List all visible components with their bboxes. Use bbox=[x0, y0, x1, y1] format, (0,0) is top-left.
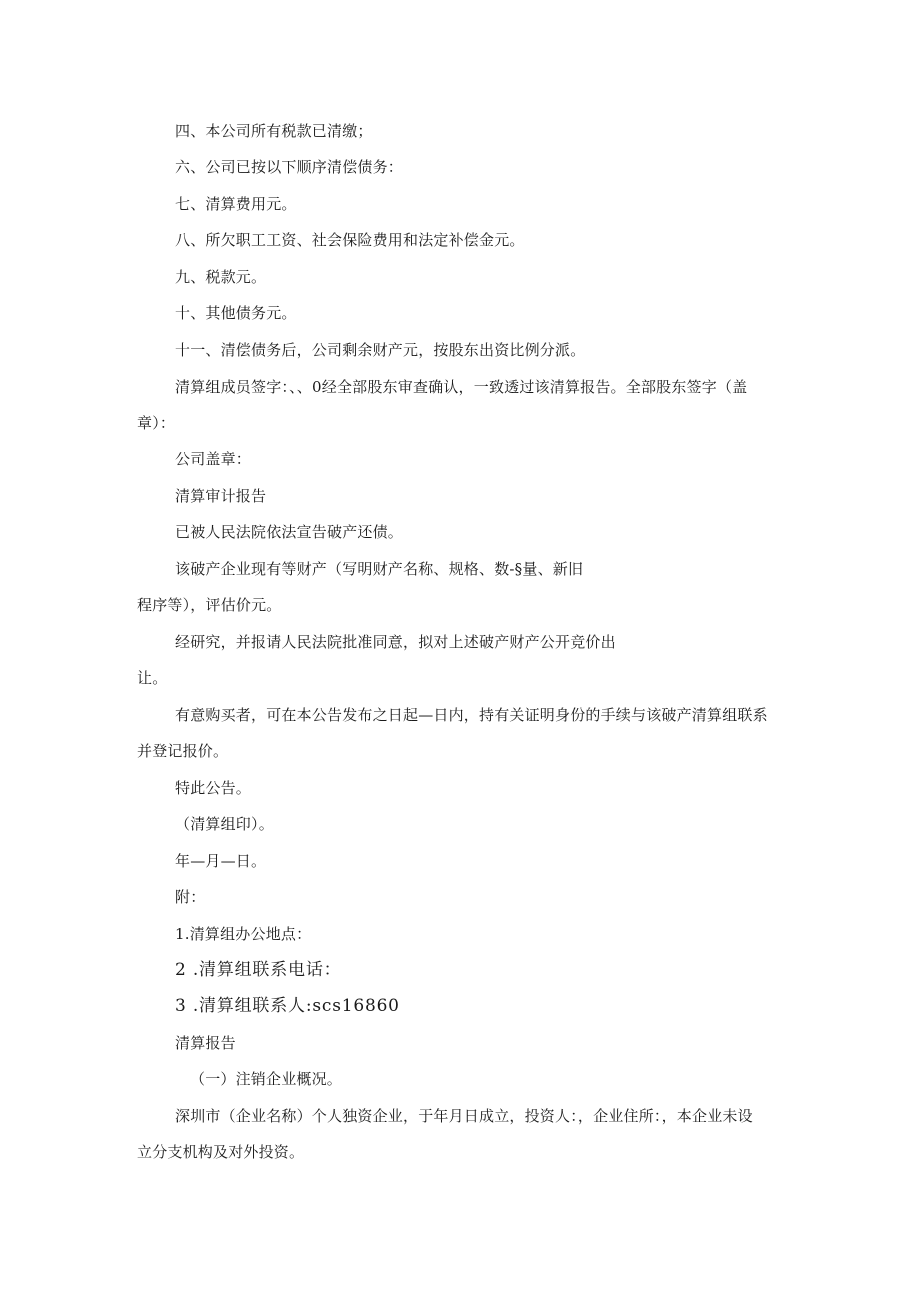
text-line-auction: 经研究，并报请人民法院批准同意，拟对上述破产财产公开竞价出 bbox=[175, 633, 616, 651]
text-line-buyers-cont: 并登记报价。 bbox=[137, 742, 229, 760]
text-line-company-info: 深圳市（企业名称）个人独资企业，于年月日成立，投资人：，企业住所：，本企业未设 bbox=[175, 1107, 753, 1125]
text-line-office-location: 1.清算组办公地点： bbox=[175, 925, 312, 943]
text-line-member-signatures-cont: 章）： bbox=[137, 414, 176, 432]
text-line-item-4-taxes: 四、本公司所有税款已清缴； bbox=[175, 122, 373, 140]
text-line-assets-cont: 程序等），评估价元。 bbox=[137, 596, 282, 614]
text-line-bankruptcy: 已被人民法院依法宣告破产还债。 bbox=[175, 523, 404, 541]
text-line-company-info-cont: 立分支机构及对外投资。 bbox=[137, 1143, 305, 1161]
text-line-appendix: 附： bbox=[175, 888, 206, 906]
text-line-item-10-other-debt: 十、其他债务元。 bbox=[175, 304, 297, 322]
heading-audit-report: 清算审计报告 bbox=[175, 487, 267, 505]
text-line-item-11-remaining-assets: 十一、清偿债务后，公司剩余财产元，按股东出资比例分派。 bbox=[175, 341, 586, 359]
text-line-item-7-liquidation-cost: 七、清算费用元。 bbox=[175, 195, 297, 213]
text-line-item-6-debt-order: 六、公司已按以下顺序清偿债务： bbox=[175, 158, 404, 176]
text-line-company-seal: 公司盖章： bbox=[175, 450, 252, 468]
text-line-date: 年—月—日。 bbox=[175, 852, 267, 870]
text-line-buyers: 有意购买者，可在本公告发布之日起—日内，持有关证明身份的手续与该破产清算组联系 bbox=[175, 706, 768, 724]
text-line-assets: 该破产企业现有等财产（写明财产名称、规格、数-§量、新旧 bbox=[175, 560, 584, 578]
text-line-item-8-wages: 八、所欠职工工资、社会保险费用和法定补偿金元。 bbox=[175, 231, 525, 249]
heading-liquidation-report: 清算报告 bbox=[175, 1034, 236, 1052]
text-line-item-9-tax: 九、税款元。 bbox=[175, 268, 267, 286]
text-line-phone: 2 .清算组联系电话： bbox=[175, 960, 342, 980]
text-line-announcement: 特此公告。 bbox=[175, 779, 252, 797]
text-line-contact: 3 .清算组联系人:scs16860 bbox=[175, 996, 400, 1016]
text-line-seal: （清算组印）。 bbox=[175, 815, 274, 833]
heading-company-overview: （一）注销企业概况。 bbox=[190, 1070, 343, 1088]
text-line-auction-cont: 让。 bbox=[137, 669, 168, 687]
text-line-member-signatures: 清算组成员签字：、、0经全部股东审查确认，一致透过该清算报告。全部股东签字（盖 bbox=[175, 378, 748, 396]
